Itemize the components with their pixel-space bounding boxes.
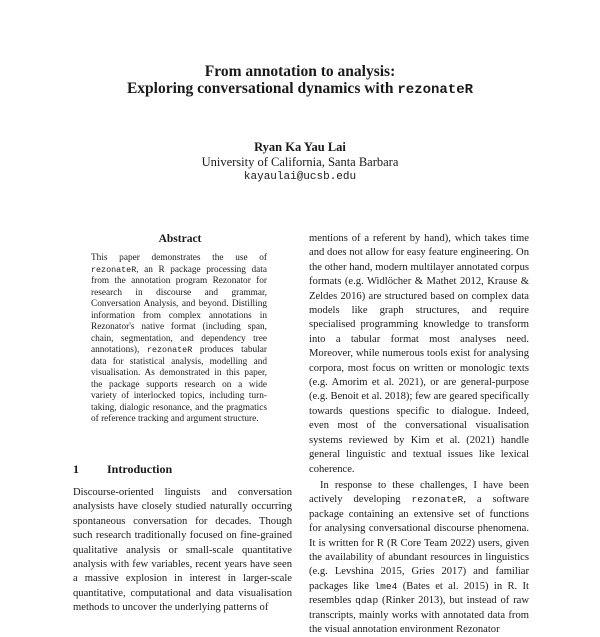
- abstract-package-2: rezonateR: [146, 345, 193, 355]
- abstract-text-1: This paper demonstrates the use of: [91, 253, 267, 263]
- abstract-body: [91, 253, 267, 426]
- left-column-body: [73, 486, 292, 616]
- right-p2-text-a: In response to these challenges, I have been actively developing: [309, 479, 529, 506]
- right-p2-lme4: lme4: [374, 580, 398, 592]
- author-affiliation: University of California, Santa Barbara: [201, 155, 399, 169]
- paper-title: [0, 63, 600, 99]
- author-name: Ryan Ka Yau Lai: [254, 140, 346, 154]
- section-title: Introduction: [107, 462, 173, 476]
- title-line-2: [0, 80, 600, 99]
- right-paragraph-2: [309, 479, 529, 637]
- section-number: 1: [73, 462, 79, 476]
- right-p2-text-b: , a software package containing an extensive set of functions for analysing conversational discourse phenomena. It is written for R (R Core Team 2022) users, given the availability of abundant resources in linguistics (e.g. Levshina 2015, Gries 2017) and familiar packages like: [309, 494, 529, 592]
- title-package-name: rezonateR: [397, 82, 474, 98]
- right-p2-text-d: (Rinker 2013), but instead of raw transcripts, mainly works with annotated data from the visual annotation environment Rezonator: [309, 595, 529, 635]
- abstract-heading: Abstract: [158, 233, 202, 245]
- title-line-1: From annotation to analysis:: [204, 63, 396, 80]
- right-column-body: [309, 232, 529, 637]
- right-p2-package: rezonateR: [411, 494, 464, 506]
- abstract-package-1: rezonateR: [91, 264, 137, 275]
- title-line-2-text: Exploring conversational dynamics with: [126, 80, 398, 97]
- abstract-text-3: produces tabular data for statistical analysis, modelling and visualisation. As demonstrated in this paper, the package supports research on a wide variety of interlocked topics, including turn-taking, dialogic resonance, and the pragmatics of reference tracking and argument structure.: [91, 345, 267, 424]
- abstract-text-2: , an R package processing data from the annotation program Rezonator for research in discourse and grammar, Conversation Analysis, and beyond. Distilling information from complex annotations in Rezonator's native format (including span, chain, segmentation, and dependency tree annotations),: [91, 264, 267, 355]
- author-email[interactable]: kayaulai@ucsb.edu: [243, 171, 357, 183]
- right-p2-qdap: qdap: [355, 595, 379, 607]
- right-p2-text-c: (Bates et al. 2015) in R. It resembles: [309, 580, 529, 607]
- author-block: [0, 140, 600, 185]
- section-heading-introduction: [73, 462, 172, 477]
- right-paragraph-1: mentions of a referent by hand), which takes time and does not allow for easy feature engineering. On the other hand, modern multilayer annotated corpus formats (e.g. Widlöcher & Mathet 2012, Krause & Zeldes 2016) are structured based on complex data models like graph structures, and require specialised programming knowledge to transform into a tabular format most analyses need. Moreover, while numerous tools exist for analysing corpora, most focus on written or monologic texts (e.g. Amorim et al. 2021), or are general-purpose (e.g. Benoit et al. 2018); few are geared specifically towards questions specific to dialogue. Indeed, even most of the conversational visualisation systems reviewed by Kim et al. (2021) handle general linguistic and textual issues like lexical coherence.: [309, 233, 529, 475]
- intro-paragraph-1: Discourse-oriented linguists and conversation analysists have closely studied naturally occurring spontaneous conversation for decades. Though such research traditionally focused on fine-grained qualitative analysis or small-scale quantitative analysis with few variables, recent years have seen a massive explosion in interest in larger-scale quantitative, computational and data visualisation methods to uncover the underlying patterns of: [73, 487, 292, 614]
